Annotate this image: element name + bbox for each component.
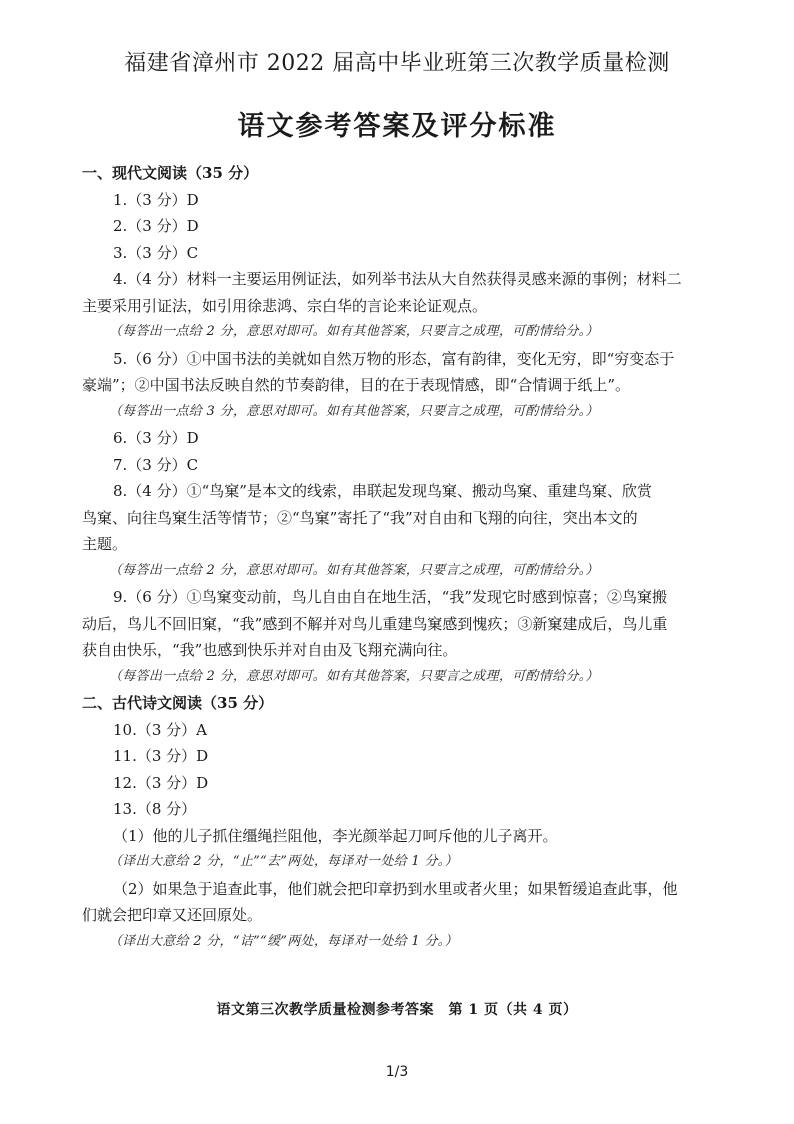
answer-2: 2.（3 分）D [113, 217, 199, 235]
answer-13-part-2-line-2: 们就会把印章又还回原处。 [82, 906, 263, 924]
answer-5-line-1: 5.（6 分）①中国书法的美就如自然万物的形态，富有韵律，变化无穷，即“穷变态于 [113, 349, 675, 368]
answer-13: 13.（8 分） [113, 800, 197, 818]
answer-8-line-1: 8.（4 分）①“鸟窠”是本文的线索，串联起发现鸟窠、搬动鸟窠、重建鸟窠、欣赏 [113, 482, 652, 500]
exam-title: 福建省漳州市 2022 届高中毕业班第三次教学质量检测 [124, 51, 670, 76]
answer-6: 6.（3 分）D [113, 429, 199, 447]
answer-4-line-1: 4.（4 分）材料一主要运用例证法，如列举书法从大自然获得灵感来源的事例；材料二 [113, 270, 682, 288]
page-footer: 语文第三次教学质量检测参考答案 第 1 页（共 4 页） [216, 1002, 578, 1018]
answer-9-line-1: 9.（6 分）①鸟窠变动前，鸟儿自由自在地生活，“我”发现它时感到惊喜；②鸟窠搬 [113, 588, 667, 606]
answer-11: 11.（3 分）D [113, 747, 209, 765]
page-indicator: 1/3 [385, 1064, 409, 1080]
answer-4-line-2: 主要采用引证法，如引用徐悲鸿、宗白华的言论来论证观点。 [82, 296, 488, 315]
answer-3: 3.（3 分）C [113, 243, 199, 262]
answer-5-line-2: 豪端”；②中国书法反映自然的节奏韵律，目的在于表现情感，即“合情调于纸上”。 [82, 376, 631, 394]
answer-9-line-3: 获自由快乐，“我”也感到快乐并对自由及飞翔充满向往。 [82, 641, 458, 659]
answer-9-line-2: 动后，鸟儿不回旧窠，“我”感到不解并对鸟儿重建鸟窠感到愧疚；③新窠建成后，鸟儿重 [82, 614, 668, 633]
section-heading-classical-reading: 二、古代诗文阅读（35 分） [82, 694, 274, 712]
answer-10: 10.（3 分）A [113, 720, 207, 739]
answer-12: 12.（3 分）D [113, 773, 209, 792]
answer-1: 1.（3 分）D [113, 190, 199, 209]
answer-7: 7.（3 分）C [113, 455, 199, 474]
answer-content [82, 160, 718, 955]
answer-13-part-1: （1）他的儿子抓住缰绳拦阻他，李光颜举起刀呵斥他的儿子离开。 [113, 826, 558, 845]
document-title: 语文参考答案及评分标准 [237, 111, 557, 142]
answer-8-line-3: 主题。 [82, 535, 128, 553]
answer-13-part-2-scoring-note: （译出大意给 2 分，“诘”“缓”两处，每译对一处给 1 分。） [109, 933, 458, 949]
answer-9-scoring-note: （每答出一点给 2 分，意思对即可。如有其他答案，只要言之成理，可酌情给分。） [109, 668, 599, 684]
answer-5-scoring-note: （每答出一点给 3 分，意思对即可。如有其他答案，只要言之成理，可酌情给分。） [109, 403, 599, 419]
answer-4-scoring-note: （每答出一点给 2 分，意思对即可。如有其他答案，只要言之成理，可酌情给分。） [109, 324, 599, 339]
answer-13-part-2-line-1: （2）如果急于追查此事，他们就会把印章扔到水里或者火里；如果暂缓追查此事，他 [113, 879, 678, 898]
answer-8-scoring-note: （每答出一点给 2 分，意思对即可。如有其他答案，只要言之成理，可酌情给分。） [109, 562, 599, 578]
answer-8-line-2: 鸟窠、向往鸟窠生活等情节；②“鸟窠”寄托了“我”对自由和飞翔的向往，突出本文的 [82, 508, 638, 527]
answer-13-part-1-scoring-note: （译出大意给 2 分，“止”“去”两处，每译对一处给 1 分。） [109, 854, 458, 869]
section-heading-modern-reading: 一、现代文阅读（35 分） [82, 164, 259, 182]
